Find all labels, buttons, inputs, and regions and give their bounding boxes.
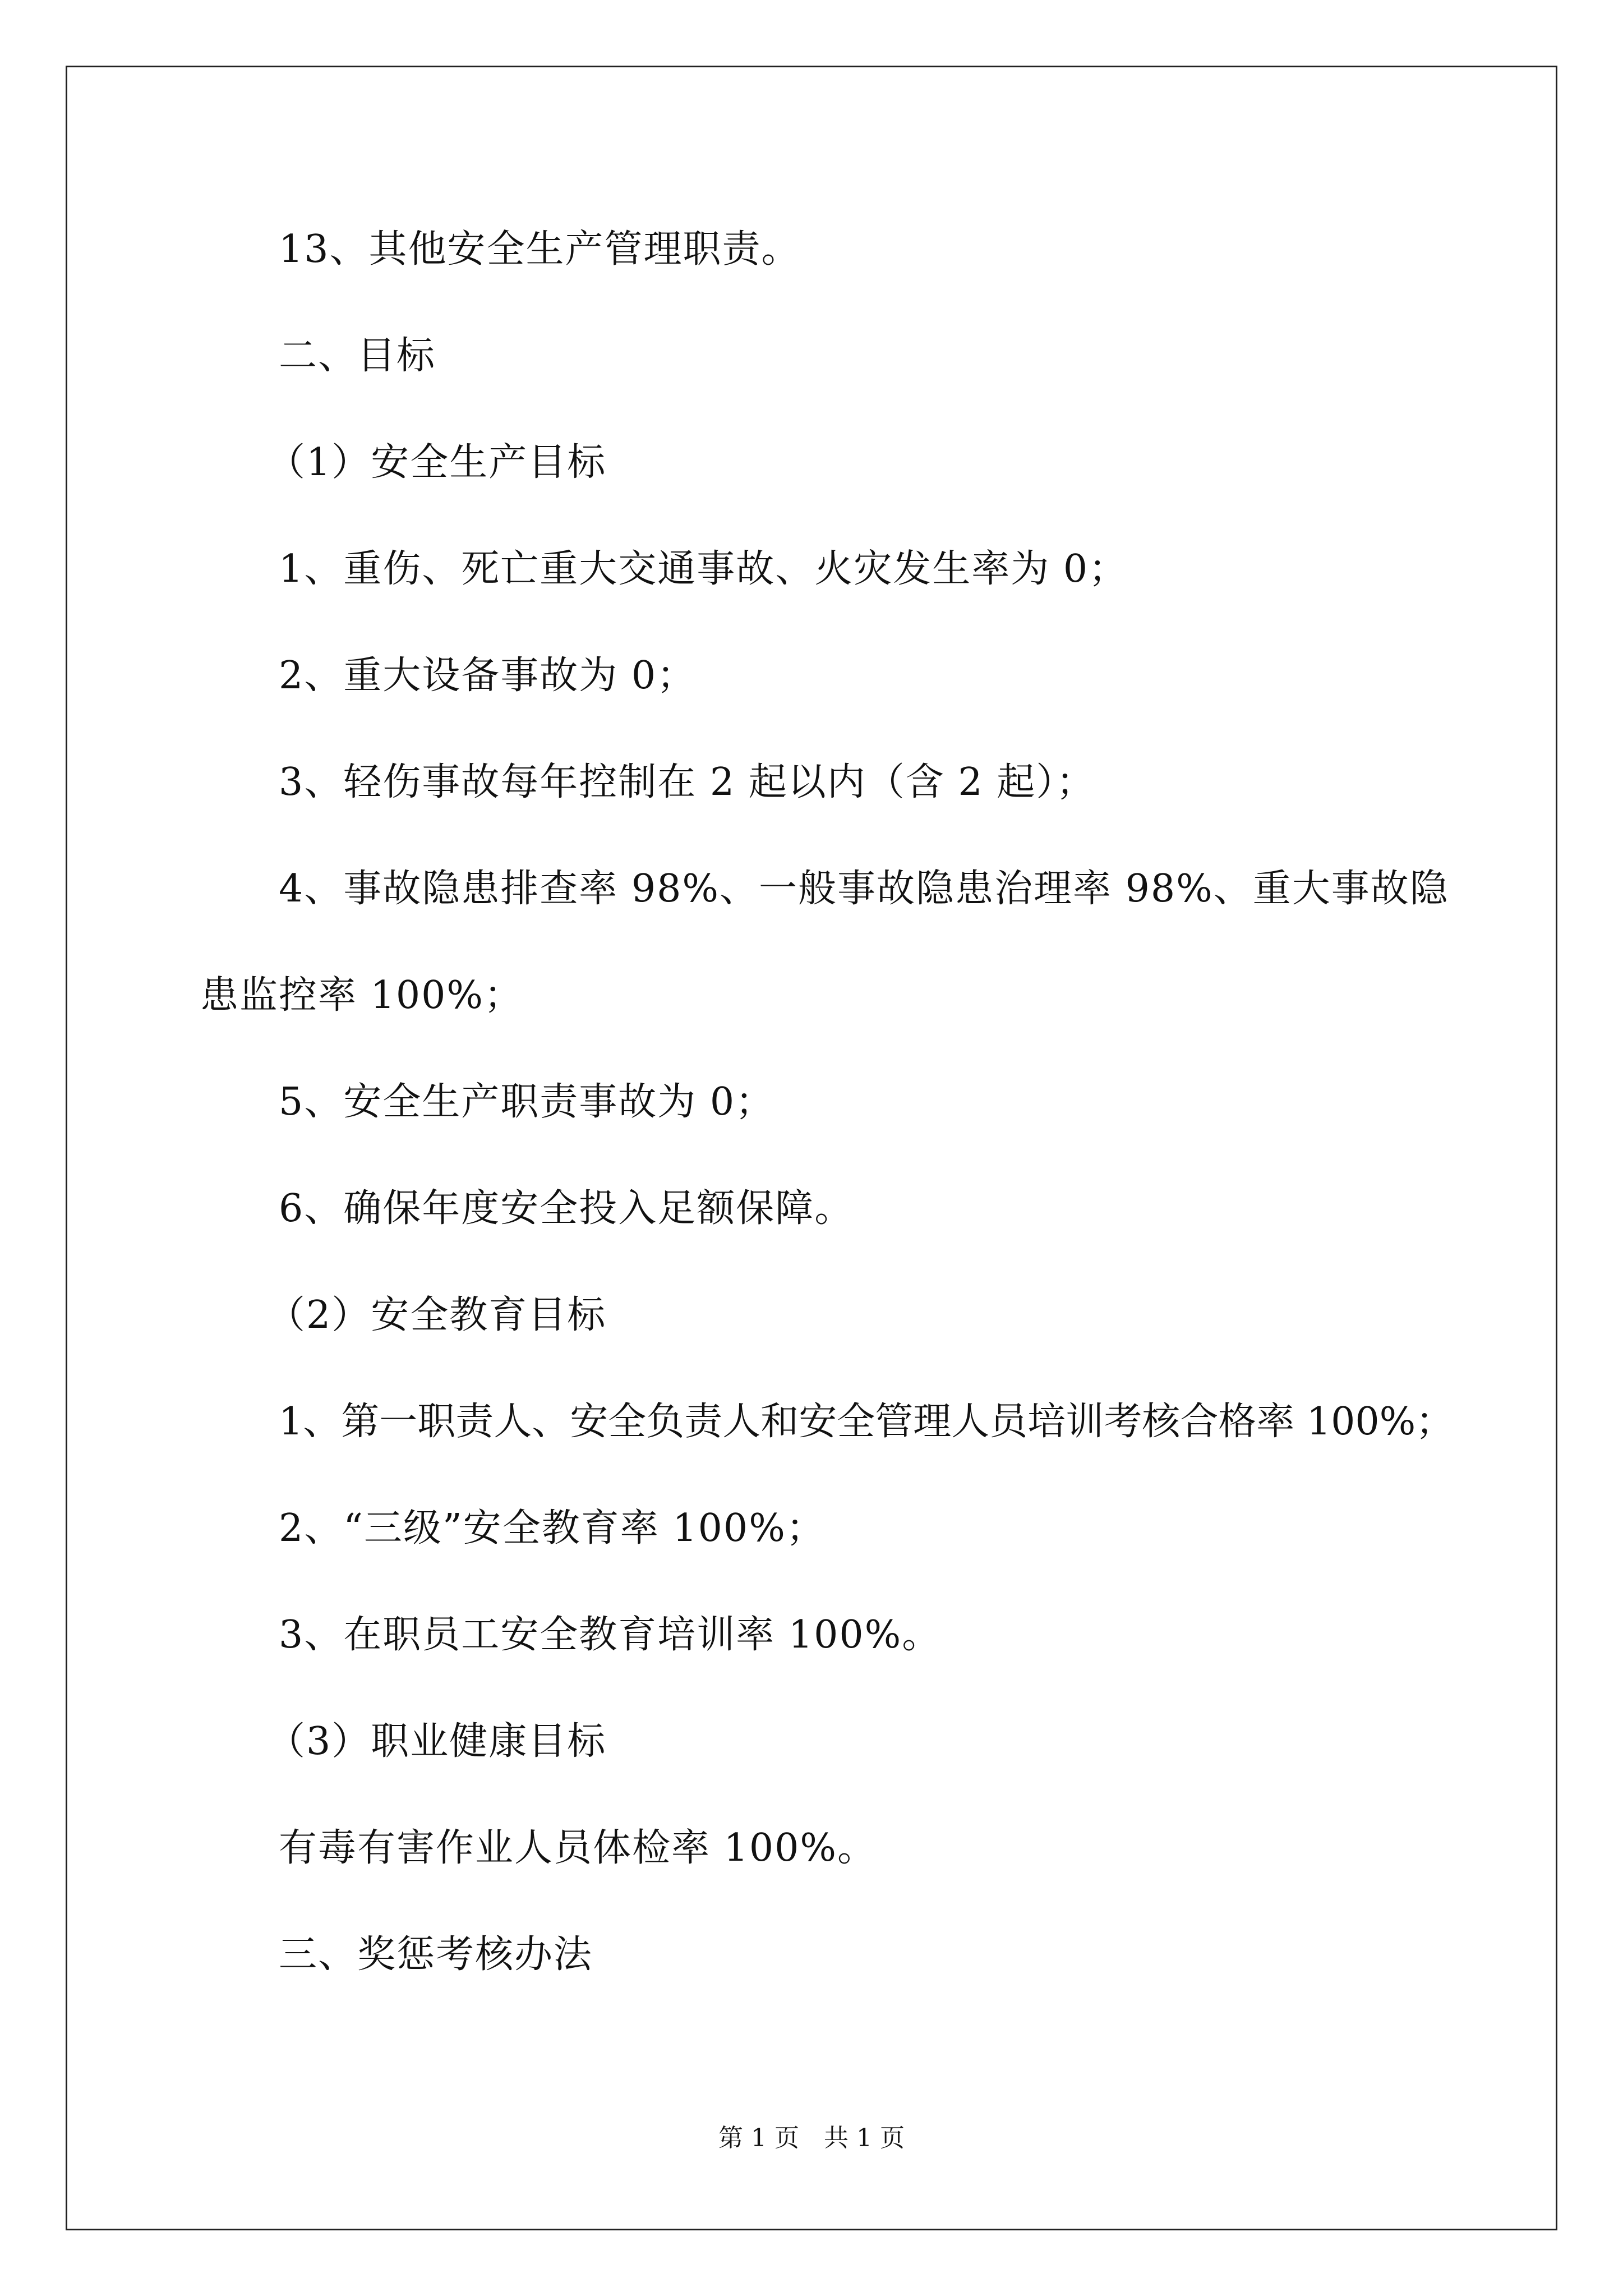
paragraph-line-13: 13、其他安全生产管理职责。 bbox=[279, 227, 801, 272]
subheading-safety-education: （2）安全教育目标 bbox=[267, 1293, 607, 1337]
list-item: 3、轻伤事故每年控制在 2 起以内（含 2 起）； bbox=[279, 760, 1096, 804]
list-item: 6、确保年度安全投入足额保障。 bbox=[279, 1186, 854, 1231]
list-item-continuation: 患监控率 100%； bbox=[200, 973, 524, 1018]
subheading-safety-production: （1）安全生产目标 bbox=[267, 440, 607, 485]
list-item: 3、在职员工安全教育培训率 100%。 bbox=[279, 1613, 942, 1657]
list-item: 4、事故隐患排查率 98%、一般事故隐患治理率 98%、重大事故隐 bbox=[279, 867, 1449, 911]
page-border bbox=[66, 66, 1557, 2230]
page-number: 第 1 页 共 1 页 bbox=[718, 2124, 905, 2152]
list-item: 有毒有害作业人员体检率 100%。 bbox=[279, 1826, 877, 1870]
list-item: 2、“三级”安全教育率 100%； bbox=[279, 1506, 826, 1550]
subheading-occupational-health: （3）职业健康目标 bbox=[267, 1719, 607, 1764]
section-heading-rewards: 三、奖惩考核办法 bbox=[279, 1932, 593, 1977]
list-item: 2、重大设备事故为 0； bbox=[279, 654, 697, 698]
list-item: 1、重伤、死亡重大交通事故、火灾发生率为 0； bbox=[279, 547, 1128, 591]
list-item: 1、第一职责人、安全负责人和安全管理人员培训考核合格率 100%； bbox=[279, 1400, 1454, 1444]
section-heading-goals: 二、目标 bbox=[279, 334, 436, 378]
list-item: 5、安全生产职责事故为 0； bbox=[279, 1080, 775, 1124]
